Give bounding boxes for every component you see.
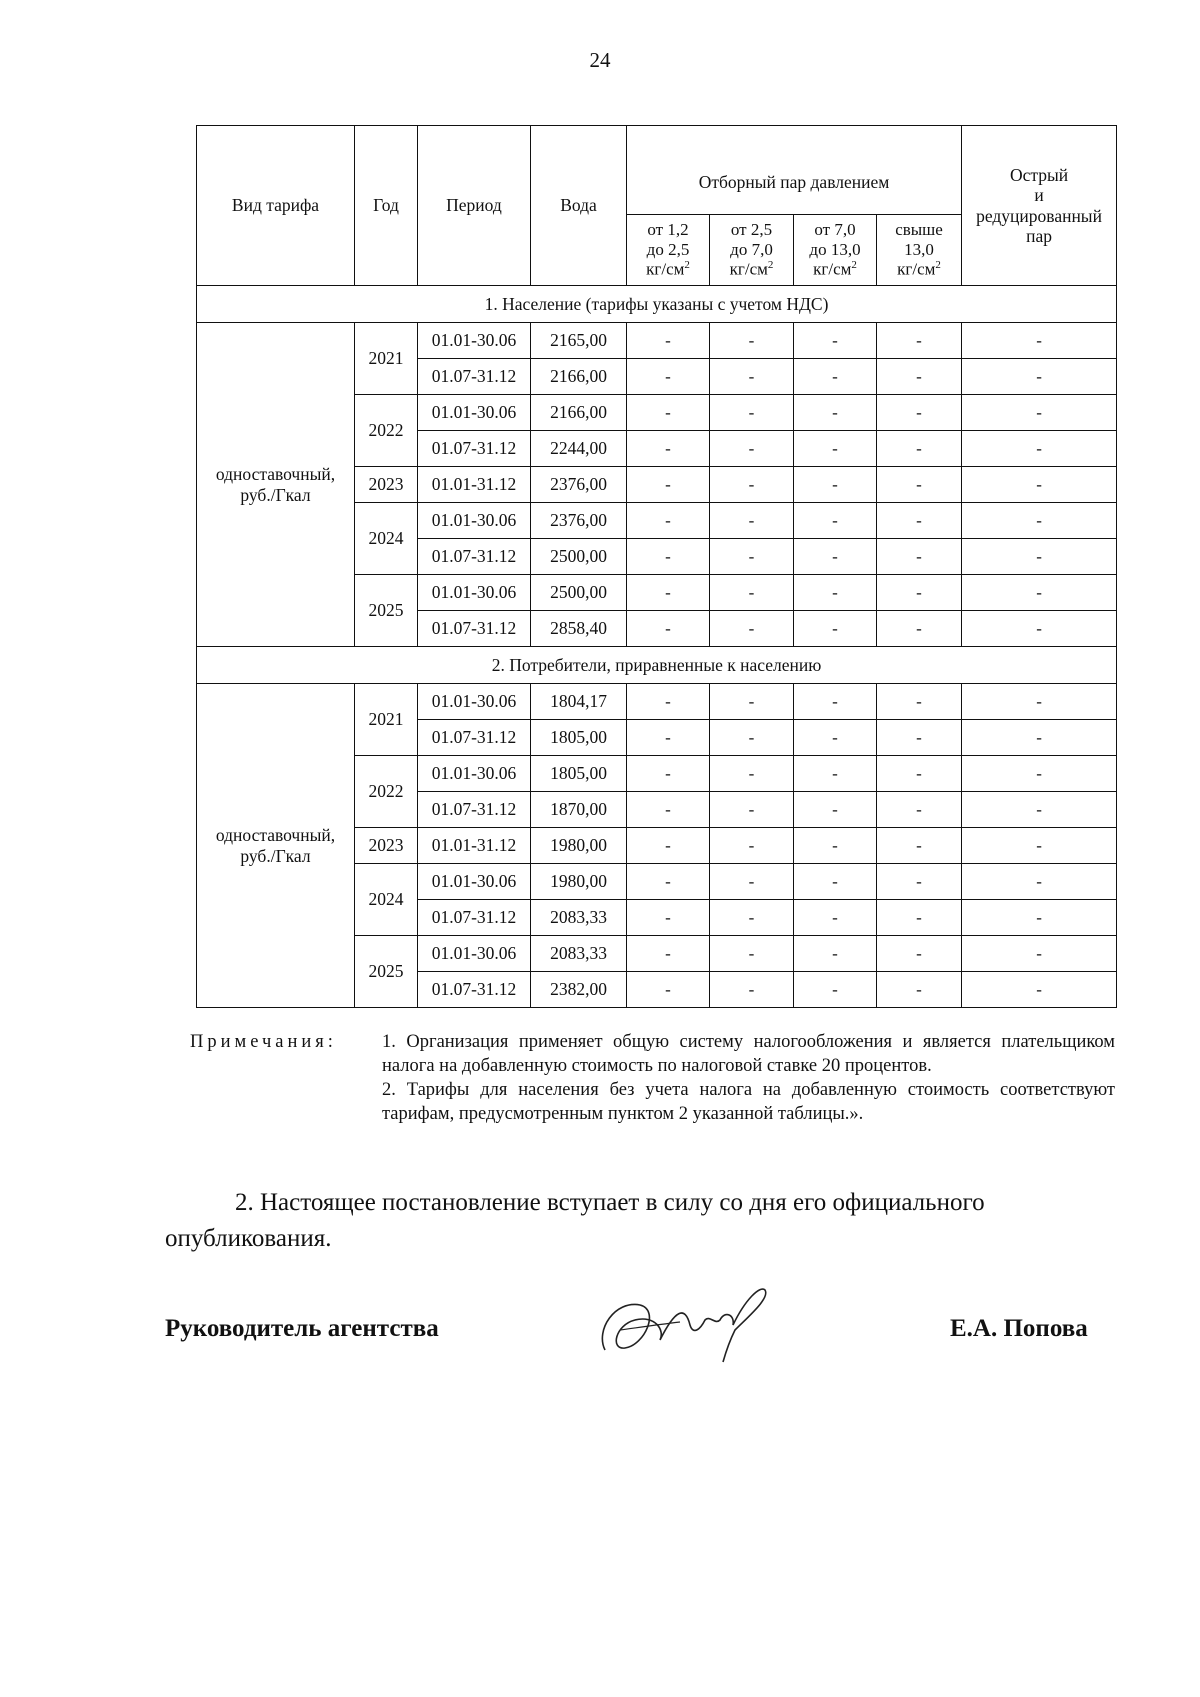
empty-value-cell: - [794,323,877,359]
signer-name: Е.А. Попова [950,1315,1088,1342]
empty-value-cell: - [794,431,877,467]
empty-value-cell: - [710,503,794,539]
empty-value-cell: - [794,395,877,431]
empty-value-cell: - [710,828,794,864]
water-tariff-cell: 2166,00 [531,395,627,431]
empty-value-cell: - [627,611,710,647]
empty-value-cell: - [877,792,962,828]
empty-value-cell: - [627,756,710,792]
year-cell: 2025 [355,575,418,647]
water-tariff-cell: 2083,33 [531,936,627,972]
water-tariff-cell: 2382,00 [531,972,627,1008]
header-steam-1: от 1,2 до 2,5 $кг/см^2$ [627,215,710,286]
clause-paragraph [165,1185,1115,1257]
note-item: 2. Тарифы для населения без учета налога на добавленную стоимость соответствуют тарифам, предусмотренным пунктом 2 указанной таблицы.». [382,1080,1115,1124]
signer-title: Руководитель агентства [165,1315,439,1342]
period-cell: 01.01-30.06 [418,575,531,611]
empty-value-cell: - [627,792,710,828]
year-cell: 2024 [355,864,418,936]
water-tariff-cell: 1980,00 [531,828,627,864]
period-cell: 01.01-30.06 [418,864,531,900]
water-tariff-cell: 1804,17 [531,684,627,720]
empty-value-cell: - [877,539,962,575]
empty-value-cell: - [962,503,1117,539]
empty-value-cell: - [794,539,877,575]
water-tariff-cell: 1805,00 [531,756,627,792]
empty-value-cell: - [794,828,877,864]
empty-value-cell: - [962,900,1117,936]
empty-value-cell: - [877,431,962,467]
empty-value-cell: - [710,431,794,467]
empty-value-cell: - [627,503,710,539]
empty-value-cell: - [794,611,877,647]
water-tariff-cell: 1805,00 [531,720,627,756]
period-cell: 01.07-31.12 [418,792,531,828]
period-cell: 01.07-31.12 [418,359,531,395]
header-steam-group: Отборный пар давлением [627,126,962,215]
empty-value-cell: - [877,575,962,611]
empty-value-cell: - [710,359,794,395]
empty-value-cell: - [794,900,877,936]
empty-value-cell: - [710,864,794,900]
empty-value-cell: - [710,720,794,756]
tariff-table [196,125,1117,1008]
empty-value-cell: - [794,503,877,539]
period-cell: 01.07-31.12 [418,611,531,647]
empty-value-cell: - [710,756,794,792]
empty-value-cell: - [627,864,710,900]
table-row [197,684,1117,720]
empty-value-cell: - [794,467,877,503]
period-cell: 01.01-30.06 [418,684,531,720]
water-tariff-cell: 2500,00 [531,539,627,575]
section-row [197,647,1117,684]
empty-value-cell: - [877,972,962,1008]
period-cell: 01.01-30.06 [418,936,531,972]
water-tariff-cell: 2376,00 [531,503,627,539]
period-cell: 01.01-30.06 [418,323,531,359]
notes-body [382,1030,1115,1126]
tariff-table-body [197,286,1117,1008]
empty-value-cell: - [627,431,710,467]
period-cell: 01.01-31.12 [418,828,531,864]
empty-value-cell: - [710,539,794,575]
empty-value-cell: - [877,467,962,503]
year-cell: 2025 [355,936,418,1008]
empty-value-cell: - [627,359,710,395]
water-tariff-cell: 2500,00 [531,575,627,611]
water-tariff-cell: 2858,40 [531,611,627,647]
period-cell: 01.01-30.06 [418,503,531,539]
empty-value-cell: - [710,936,794,972]
tariff-kind-cell: одноставочный, руб./Гкал [197,323,355,647]
empty-value-cell: - [627,684,710,720]
empty-value-cell: - [710,323,794,359]
empty-value-cell: - [877,611,962,647]
empty-value-cell: - [627,900,710,936]
empty-value-cell: - [627,395,710,431]
clause-text: 2. Настоящее постановление вступает в силу со дня его официального опубликования. [165,1189,985,1252]
empty-value-cell: - [877,684,962,720]
empty-value-cell: - [962,972,1117,1008]
section-title: 2. Потребители, приравненные к населению [197,647,1117,684]
empty-value-cell: - [877,864,962,900]
empty-value-cell: - [877,936,962,972]
period-cell: 01.07-31.12 [418,972,531,1008]
empty-value-cell: - [877,503,962,539]
header-steam-2: от 2,5 до 7,0 $кг/см^2$ [710,215,794,286]
empty-value-cell: - [794,575,877,611]
header-kind: Вид тарифа [197,126,355,286]
period-cell: 01.07-31.12 [418,900,531,936]
empty-value-cell: - [627,936,710,972]
empty-value-cell: - [962,575,1117,611]
empty-value-cell: - [627,467,710,503]
empty-value-cell: - [627,972,710,1008]
empty-value-cell: - [710,792,794,828]
empty-value-cell: - [794,972,877,1008]
empty-value-cell: - [710,900,794,936]
empty-value-cell: - [794,720,877,756]
empty-value-cell: - [627,828,710,864]
header-water: Вода [531,126,627,286]
year-cell: 2022 [355,756,418,828]
year-cell: 2021 [355,684,418,756]
empty-value-cell: - [962,539,1117,575]
empty-value-cell: - [710,575,794,611]
empty-value-cell: - [710,684,794,720]
period-cell: 01.01-30.06 [418,756,531,792]
year-cell: 2021 [355,323,418,395]
empty-value-cell: - [962,431,1117,467]
empty-value-cell: - [794,684,877,720]
tariff-kind-cell: одноставочный, руб./Гкал [197,684,355,1008]
period-cell: 01.07-31.12 [418,539,531,575]
water-tariff-cell: 2083,33 [531,900,627,936]
empty-value-cell: - [710,467,794,503]
empty-value-cell: - [627,323,710,359]
water-tariff-cell: 2166,00 [531,359,627,395]
empty-value-cell: - [962,864,1117,900]
empty-value-cell: - [877,828,962,864]
section-title: 1. Население (тарифы указаны с учетом НДС) [197,286,1117,323]
empty-value-cell: - [877,323,962,359]
empty-value-cell: - [877,359,962,395]
empty-value-cell: - [962,828,1117,864]
period-cell: 01.01-31.12 [418,467,531,503]
year-cell: 2022 [355,395,418,467]
empty-value-cell: - [627,720,710,756]
section-row [197,286,1117,323]
empty-value-cell: - [962,684,1117,720]
water-tariff-cell: 1870,00 [531,792,627,828]
page-number: 24 [589,48,611,72]
water-tariff-cell: 1980,00 [531,864,627,900]
header-sharp-steam: Острый и редуцированный пар [962,126,1117,286]
empty-value-cell: - [710,395,794,431]
empty-value-cell: - [962,611,1117,647]
empty-value-cell: - [710,611,794,647]
empty-value-cell: - [962,720,1117,756]
notes-label: Примечания: [190,1032,337,1052]
empty-value-cell: - [794,792,877,828]
empty-value-cell: - [962,323,1117,359]
empty-value-cell: - [877,900,962,936]
year-cell: 2023 [355,828,418,864]
table-row [197,323,1117,359]
empty-value-cell: - [627,539,710,575]
note-item: 1. Организация применяет общую систему налогообложения и является плательщиком налога на добавленную стоимость по налоговой ставке 20 процентов. [382,1032,1115,1076]
empty-value-cell: - [794,359,877,395]
water-tariff-cell: 2165,00 [531,323,627,359]
water-tariff-cell: 2376,00 [531,467,627,503]
header-steam-4: свыше 13,0 $кг/см^2$ [877,215,962,286]
empty-value-cell: - [962,395,1117,431]
period-cell: 01.07-31.12 [418,720,531,756]
water-tariff-cell: 2244,00 [531,431,627,467]
empty-value-cell: - [877,395,962,431]
empty-value-cell: - [710,972,794,1008]
empty-value-cell: - [962,467,1117,503]
header-steam-3: от 7,0 до 13,0 $кг/см^2$ [794,215,877,286]
year-cell: 2023 [355,467,418,503]
empty-value-cell: - [627,575,710,611]
empty-value-cell: - [794,864,877,900]
empty-value-cell: - [962,359,1117,395]
empty-value-cell: - [962,792,1117,828]
year-cell: 2024 [355,503,418,575]
empty-value-cell: - [794,756,877,792]
header-year: Год [355,126,418,286]
period-cell: 01.01-30.06 [418,395,531,431]
period-cell: 01.07-31.12 [418,431,531,467]
empty-value-cell: - [962,756,1117,792]
empty-value-cell: - [794,936,877,972]
empty-value-cell: - [877,720,962,756]
empty-value-cell: - [877,756,962,792]
empty-value-cell: - [962,936,1117,972]
header-period: Период [418,126,531,286]
signature-image [585,1270,785,1370]
